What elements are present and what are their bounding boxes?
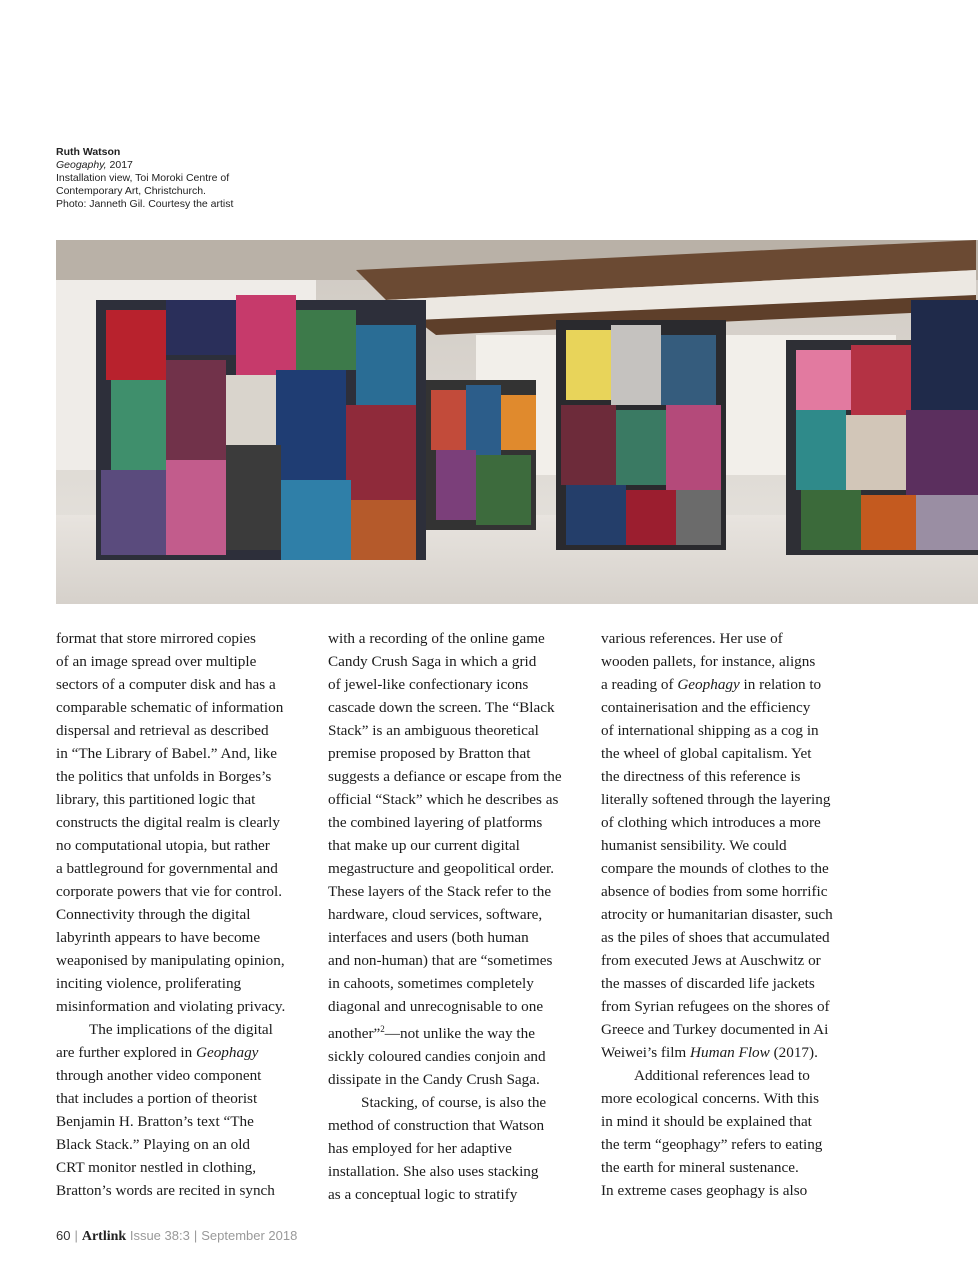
text-line: Bratton’s words are recited in synch	[56, 1182, 275, 1199]
text-line: hardware, cloud services, software,	[328, 906, 543, 923]
issue-number: Issue 38:3	[129, 1228, 190, 1243]
text-line: Black Stack.” Playing on an old	[56, 1136, 251, 1153]
caption-line: Photo: Janneth Gil. Courtesy the artist	[56, 198, 234, 210]
text-line: the term “geophagy” refers to eating	[601, 1136, 823, 1153]
text-line: comparable schematic of information	[56, 699, 284, 716]
text-line: various references. Her use of	[601, 630, 783, 647]
text-line: of jewel-like confectionary icons	[328, 676, 529, 693]
article-column-3	[601, 627, 851, 1202]
text-line: megastructure and geopolitical order.	[328, 860, 555, 877]
text-line: These layers of the Stack refer to the	[328, 883, 552, 900]
text-line: Connectivity through the digital	[56, 906, 251, 923]
text-line: official “Stack” which he describes as	[328, 791, 559, 808]
text-line: weaponised by manipulating opinion,	[56, 952, 285, 969]
text-line: format that store mirrored copies	[56, 630, 256, 647]
text-line: misinformation and violating privacy.	[56, 998, 286, 1015]
text-fragment: another”	[328, 1025, 381, 1043]
text-line: inciting violence, proliferating	[56, 975, 242, 992]
text-line: cascade down the screen. The “Black	[328, 699, 555, 716]
text-line: humanist sensibility. We could	[601, 837, 787, 854]
text-fragment: —not unlike the way the	[384, 1025, 535, 1043]
text-line: constructs the digital realm is clearly	[56, 814, 280, 831]
text-line: in “The Library of Babel.” And, like	[56, 745, 277, 762]
text-line: the earth for mineral sustenance.	[601, 1159, 799, 1176]
footnote-marker: 2	[380, 1024, 385, 1034]
text-line: no computational utopia, but rather	[56, 837, 270, 854]
text-line: as the piles of shoes that accumulated	[601, 929, 830, 946]
caption-work-title: Geogaphy,	[56, 159, 107, 171]
text-line: Candy Crush Saga in which a grid	[328, 653, 537, 670]
text-line: that includes a portion of theorist	[56, 1090, 258, 1107]
text-fragment: (2017).	[773, 1044, 818, 1061]
text-line: the directness of this reference is	[601, 768, 801, 785]
text-line: absence of bodies from some horrific	[601, 883, 828, 900]
text-line: from Syrian refugees on the shores of	[601, 998, 830, 1015]
text-line: of an image spread over multiple	[56, 653, 257, 670]
text-line: method of construction that Watson	[328, 1117, 545, 1135]
text-line: library, this partitioned logic that	[56, 791, 256, 808]
text-line: in mind it should be explained that	[601, 1113, 812, 1130]
text-line: corporate powers that vie for control.	[56, 883, 283, 900]
text-line: through another video component	[56, 1067, 262, 1084]
text-line: Stacking, of course, is also the	[361, 1094, 547, 1112]
caption-line: Contemporary Art, Christchurch.	[56, 185, 206, 197]
text-line	[328, 1018, 573, 1045]
text-line: diagonal and unrecognisable to one	[328, 998, 544, 1015]
footer-separator: |	[193, 1228, 198, 1243]
text-fragment: Weiwei’s film	[601, 1044, 687, 1061]
film-title: Human Flow	[690, 1044, 770, 1061]
text-line	[601, 673, 851, 696]
magazine-name: Artlink	[81, 1229, 127, 1244]
text-line: sickly coloured candies conjoin and	[328, 1048, 546, 1066]
text-line: dispersal and retrieval as described	[56, 722, 269, 739]
text-line: CRT monitor nestled in clothing,	[56, 1159, 257, 1176]
text-line	[601, 1041, 851, 1064]
text-line: labyrinth appears to have become	[56, 929, 261, 946]
article-column-1	[56, 627, 301, 1202]
text-line: suggests a defiance or escape from the	[328, 768, 562, 785]
text-line: compare the mounds of clothes to the	[601, 860, 829, 877]
text-fragment: a reading of	[601, 676, 674, 693]
text-line: The implications of the digital	[89, 1021, 273, 1038]
text-line: the combined layering of platforms	[328, 814, 543, 831]
text-line: the masses of discarded life jackets	[601, 975, 815, 992]
text-fragment: are further explored in	[56, 1044, 193, 1061]
text-line: of international shipping as a cog in	[601, 722, 819, 739]
text-line: atrocity or humanitarian disaster, such	[601, 906, 833, 923]
page-number: 60	[56, 1228, 71, 1243]
footer-separator: |	[74, 1228, 78, 1243]
text-line: Greece and Turkey documented in Ai	[601, 1021, 829, 1038]
text-line: Stack” is an ambiguous theoretical	[328, 722, 539, 739]
text-line: as a conceptual logic to stratify	[328, 1186, 518, 1204]
text-line: and non-human) that are “sometimes	[328, 952, 553, 969]
text-fragment: in relation to	[743, 676, 822, 693]
caption-work-year: 2017	[106, 159, 133, 171]
caption-line: Installation view, Toi Moroki Centre of	[56, 172, 230, 184]
article-column-2	[328, 627, 573, 1206]
caption-artist: Ruth Watson	[56, 146, 121, 158]
text-line: that make up our current digital	[328, 837, 520, 854]
text-line: of clothing which introduces a more	[601, 814, 821, 831]
text-line	[56, 1041, 301, 1064]
text-line: a battleground for governmental and	[56, 860, 278, 877]
artwork-title: Geophagy	[677, 676, 740, 693]
text-line: more ecological concerns. With this	[601, 1090, 819, 1107]
text-line: the politics that unfolds in Borges’s	[56, 768, 272, 785]
text-line: Benjamin H. Bratton’s text “The	[56, 1113, 254, 1130]
page-footer	[56, 1228, 297, 1245]
text-line: premise proposed by Bratton that	[328, 745, 531, 762]
text-line: installation. She also uses stacking	[328, 1163, 539, 1181]
text-line: has employed for her adaptive	[328, 1140, 512, 1158]
caption-work-line	[56, 159, 316, 172]
artwork-title: Geophagy	[196, 1044, 259, 1061]
text-line: in cahoots, sometimes completely	[328, 975, 534, 992]
text-line: In extreme cases geophagy is also	[601, 1182, 808, 1199]
text-line: literally softened through the layering	[601, 791, 831, 808]
text-line: containerisation and the efficiency	[601, 699, 811, 716]
installation-photo	[56, 240, 978, 604]
text-line: from executed Jews at Auschwitz or	[601, 952, 821, 969]
issue-date: September 2018	[201, 1228, 298, 1243]
text-line: interfaces and users (both human	[328, 929, 529, 946]
photo-caption	[56, 146, 316, 211]
text-line: wooden pallets, for instance, aligns	[601, 653, 816, 670]
text-line: sectors of a computer disk and has a	[56, 676, 276, 693]
text-line: the wheel of global capitalism. Yet	[601, 745, 812, 762]
text-line: with a recording of the online game	[328, 630, 545, 647]
text-line: dissipate in the Candy Crush Saga.	[328, 1071, 540, 1089]
text-line: Additional references lead to	[634, 1067, 810, 1084]
installation-photo-illustration	[56, 240, 978, 604]
